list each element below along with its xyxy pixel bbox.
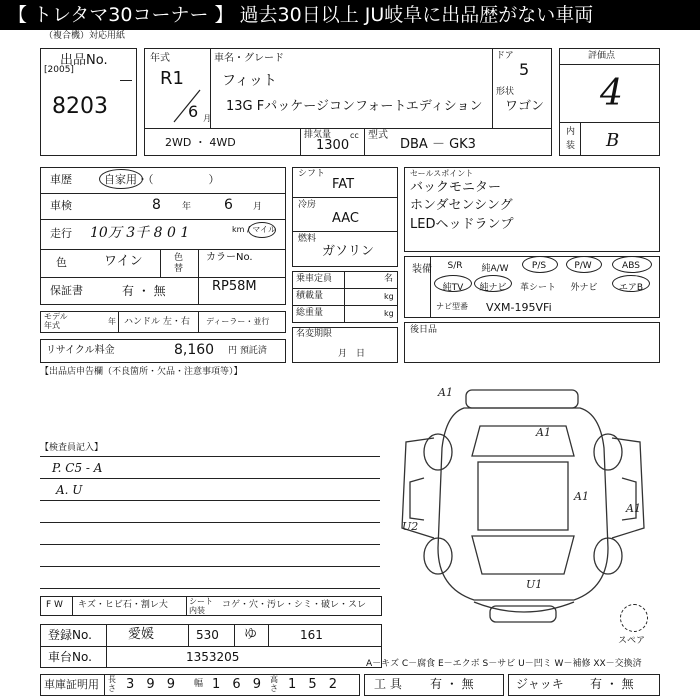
shape-value: ワゴン — [505, 99, 545, 114]
aircon-value: AAC — [332, 211, 359, 226]
width-label: 幅 — [194, 679, 204, 689]
year-era: R1 — [160, 68, 184, 89]
capacity-label: 乗車定員 — [296, 274, 333, 284]
shift-value: FAT — [332, 177, 355, 192]
model-code-label: 型式 — [368, 130, 388, 141]
post-fitted-label: 後日品 — [410, 325, 438, 335]
dealer-label: ディーラー・並行 — [206, 317, 270, 326]
top-note: （複合機）対応用紙 — [44, 31, 126, 41]
equip-tv: 純TV — [442, 283, 464, 293]
equip-pw-circle — [566, 256, 602, 273]
length-label: 長さ — [108, 675, 116, 693]
model-code-value: DBA － GK3 — [400, 137, 476, 152]
car-diagram — [394, 378, 656, 630]
displacement-value: 1300 — [316, 138, 350, 153]
diagram-mark-4: A1 — [626, 502, 641, 515]
post-fitted-box — [404, 322, 660, 363]
inspector-note-1: P. C5 - A — [52, 461, 103, 475]
doors-label: ドア — [496, 51, 514, 61]
inspection-month: 6 — [224, 197, 233, 213]
history-label: 車歴 — [50, 173, 72, 186]
diagram-mark-3: A1 — [574, 490, 589, 503]
registration-number: 161 — [300, 628, 323, 642]
diagram-right-side — [612, 438, 644, 538]
width-value: 1 6 9 — [212, 677, 266, 692]
diagram-mark-2: A1 — [536, 426, 551, 439]
page-banner: 【 トレタマ30コーナー 】 過去30日以上 JU岐阜に出品歴がない車両 — [0, 0, 700, 30]
diagram-roof-panel — [466, 390, 578, 408]
diagram-wheel-rl — [424, 434, 452, 470]
warranty-value: 有 ・ 無 — [122, 284, 166, 298]
weight-unit: kg — [384, 309, 394, 318]
weight-label: 総重量 — [296, 308, 324, 318]
color-change-label: 色替 — [174, 253, 184, 274]
certificate-label: 車庫証明用 — [44, 678, 99, 691]
displacement-unit: cc — [350, 131, 359, 140]
inspector-label: 【検査員記入】 — [40, 443, 104, 453]
diagram-grille — [490, 606, 556, 622]
interior-value: B — [606, 130, 620, 151]
equip-ext-navi: 外ナビ — [570, 283, 598, 293]
navi-model: VXM-195VFi — [486, 301, 552, 314]
equip-pw: P/W — [574, 261, 592, 271]
seat-label: シート内装 — [189, 597, 213, 615]
diagram-mark-5: U2 — [402, 520, 419, 533]
lot-number: 8203 — [52, 94, 108, 119]
fuel-label: 燃料 — [298, 234, 317, 244]
diagram-mark-1: A1 — [438, 386, 453, 399]
equip-leather: 革シート — [519, 283, 556, 293]
capacity-unit: 名 — [384, 274, 394, 284]
inspection-year: 8 — [152, 197, 161, 213]
registration-label: 登録No. — [48, 628, 92, 642]
equip-navi-circle — [474, 275, 512, 292]
equip-airbag: エアB — [618, 283, 644, 293]
tools-label: 工 具 — [374, 677, 402, 691]
equipment-label-1: 装備 — [412, 264, 432, 275]
equip-sr: S/R — [447, 261, 463, 271]
color-code-label: カラーNo. — [206, 252, 253, 263]
diagram-front-bumper — [474, 602, 574, 612]
score-value: 4 — [600, 73, 623, 114]
next-change-unit: 月 日 — [338, 349, 366, 359]
drive-label: 2WD ・ 4WD — [165, 136, 236, 149]
mileage-km-circle — [248, 222, 276, 238]
diagram-mark-6: U1 — [526, 578, 543, 591]
interior-label-bottom: 装 — [566, 141, 576, 151]
equip-airbag-circle — [612, 275, 650, 292]
diagram-left-door — [410, 478, 424, 520]
diagram-wheel-rr — [594, 434, 622, 470]
equip-ps: P/S — [531, 261, 547, 271]
length-value: 3 9 9 — [126, 677, 180, 692]
model-year-unit: 年 — [108, 317, 116, 326]
car-name: フィット — [222, 73, 277, 89]
aircon-label: 冷房 — [298, 200, 317, 210]
damage-legend: A－キズ C－腐食 E－エクボ S－サビ U－凹ミ W－補修 XX－交換済 — [366, 659, 642, 669]
equip-abs-circle — [612, 256, 652, 273]
displacement-label: 排気量 — [304, 130, 332, 140]
inspection-month-unit: 月 — [253, 202, 263, 212]
lot-stamp: [2005] — [44, 65, 74, 75]
color-value: ワイン — [104, 254, 143, 269]
history-circle — [99, 169, 143, 189]
jack-value: 有 ・ 無 — [590, 677, 634, 691]
load-label: 積載量 — [296, 291, 324, 301]
height-label: 高さ — [270, 675, 278, 693]
seat-text: コゲ・穴・汚レ・シミ・破レ・スレ — [222, 600, 367, 610]
model-year-label: モデル年式 — [44, 312, 68, 330]
registration-class: 530 — [196, 628, 219, 642]
color-code: RP58M — [212, 279, 257, 294]
load-unit: kg — [384, 292, 394, 301]
car-name-label: 車名・グレード — [214, 53, 284, 64]
selling-point-2: ホンダセンシング — [410, 198, 513, 213]
tools-value: 有 ・ 無 — [430, 677, 474, 691]
selling-point-1: バックモニター — [410, 180, 502, 195]
shape-label: 形状 — [496, 87, 515, 97]
recycle-label: リサイクル料金 — [46, 345, 115, 356]
height-value: 1 5 2 — [288, 677, 342, 692]
next-change-label: 名変期限 — [296, 329, 333, 339]
spare-label: スペア — [618, 636, 646, 646]
color-label: 色 — [56, 256, 67, 269]
registration-kana: ゆ — [244, 627, 258, 642]
recycle-unit: 円 預託済 — [228, 346, 267, 356]
mileage-value: 10万 3千 8 0 1 — [90, 225, 190, 241]
car-grade: 13G Fパッケージコンフォートエディション — [226, 99, 483, 114]
mileage-label: 走行 — [50, 227, 72, 240]
warranty-label: 保証書 — [50, 284, 83, 297]
history-value: 自家用・（ ） — [104, 173, 220, 186]
shift-label: シフト — [298, 169, 326, 179]
interior-label-top: 内 — [566, 127, 576, 137]
selling-point-3: LEDヘッドランプ — [410, 217, 514, 232]
fw-text: キズ・ヒビ石・割レ大 — [78, 600, 168, 610]
score-label: 評価点 — [588, 51, 616, 61]
selling-points-label: セールスポイント — [410, 169, 474, 178]
year-label: 年式 — [150, 53, 170, 64]
diagram-rear-glass — [472, 426, 574, 456]
mileage-unit: km / マイル — [232, 225, 277, 234]
equip-tv-circle — [434, 275, 472, 292]
fuel-value: ガソリン — [322, 244, 375, 259]
remarks-label: 【出品店申告欄（不良箇所・欠品・注意事項等）】 — [40, 367, 243, 377]
spare-tire-icon — [620, 604, 648, 632]
handle-label: ハンドル 左・右 — [124, 317, 190, 327]
equip-aw: 純A/W — [481, 264, 509, 274]
chassis-label: 車台No. — [48, 650, 92, 664]
equip-navi: 純ナビ — [479, 283, 507, 293]
diagram-roof — [478, 462, 568, 530]
diagram-body-outline — [438, 408, 608, 600]
inspection-year-unit: 年 — [182, 202, 192, 212]
inspector-note-2: A. U — [56, 483, 83, 497]
recycle-value: 8,160 — [174, 342, 215, 358]
fw-label: F W — [46, 600, 63, 610]
diagram-windshield — [472, 536, 574, 574]
navi-model-label: ナビ型番 — [436, 302, 468, 311]
equip-abs: ABS — [622, 261, 640, 271]
lot-label: 出品No. — [60, 53, 108, 68]
year-month: 6 — [188, 102, 199, 121]
equip-ps-circle — [522, 256, 558, 273]
inspection-label: 車検 — [50, 199, 72, 212]
chassis-value: 1353205 — [186, 650, 240, 664]
year-month-unit: 月 — [203, 114, 211, 123]
doors-value: 5 — [519, 60, 530, 79]
registration-area: 愛媛 — [128, 627, 155, 642]
jack-label: ジャッキ — [516, 677, 564, 691]
